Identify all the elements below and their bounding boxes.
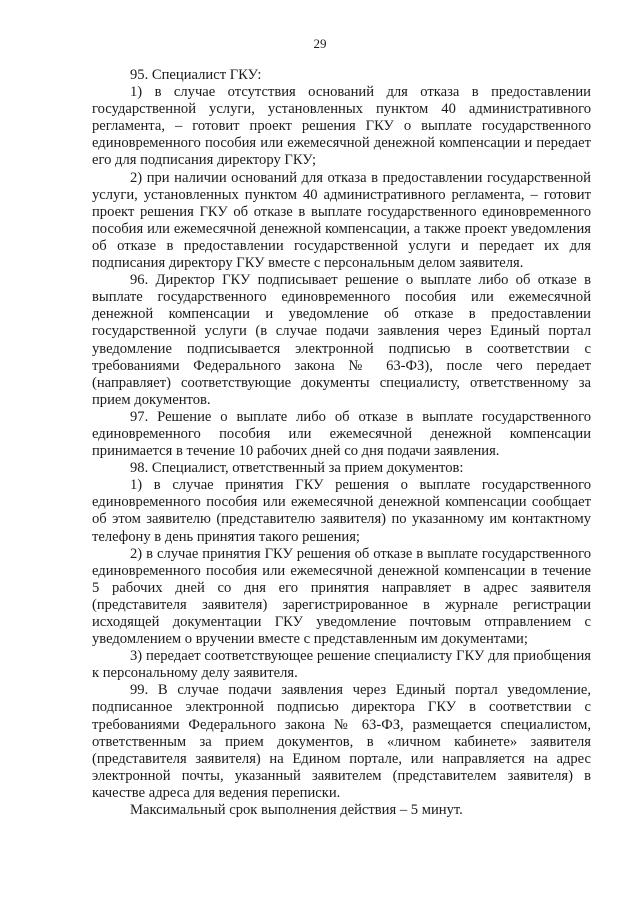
paragraph-98-item-1: 1) в случае принятия ГКУ решения о выплате государственного единовременного пособия или ежемесячной денежной компенсации сообщает об этом заявителю (представителю заявителя) по указанному им контактному телефону в день принятия такого решения;: [92, 477, 591, 545]
paragraph-99: 99. В случае подачи заявления через Единый портал уведомление, подписанное электронной подписью директора ГКУ в соответствии с требованиями Федерального закона № 63-ФЗ, размещается специалистом, ответственным за прием документов, в «личном кабинете» заявителя (представителя заявителя) на Едином портале, или направляется на адрес электронной почты, указанный заявителем (представителем заявителя) в качестве адреса для ведения переписки.: [92, 682, 591, 801]
paragraph-98-heading: 98. Специалист, ответственный за прием документов:: [130, 460, 464, 477]
paragraph-96: 96. Директор ГКУ подписывает решение о выплате либо об отказе в выплате государственного единовременного пособия или ежемесячной денежной компенсации и уведомление об отказе в предоставлении государственной услуги (в случае подачи заявления через Единый портал уведомление подписывается электронной подписью в соответствии с требованиями Федерального закона № 63-ФЗ), после чего передает (направляет) соответствующие документы специалисту, ответственному за прием документов.: [92, 272, 591, 408]
paragraph-95-item-1: 1) в случае отсутствия оснований для отказа в предоставлении государственной услуги, установленных пунктом 40 административного регламента, – готовит проект решения ГКУ о выплате государственного единовременного пособия или ежемесячной денежной компенсации и передает его для подписания директору ГКУ;: [92, 84, 591, 169]
paragraph-max-time: Максимальный срок выполнения действия – 5 минут.: [130, 802, 463, 819]
paragraph-98-item-3: 3) передает соответствующее решение специалисту ГКУ для приобщения к персональному делу заявителя.: [92, 648, 591, 682]
paragraph-95-item-2: 2) при наличии оснований для отказа в предоставлении государственной услуги, установленных пунктом 40 административного регламента, – готовит проект решения ГКУ об отказе в выплате государственного единовременного пособия или ежемесячной денежной компенсации, а также проект уведомления об отказе в предоставлении государственной услуги и передает их для подписания директору ГКУ вместе с персональным делом заявителя.: [92, 169, 591, 272]
document-body: [92, 67, 591, 819]
paragraph-97: 97. Решение о выплате либо об отказе в выплате государственного единовременного пособия или ежемесячной денежной компенсации принимается в течение 10 рабочих дней со дня подачи заявления.: [92, 408, 591, 460]
page-number: 29: [313, 36, 327, 51]
paragraph-95-heading: 95. Специалист ГКУ:: [130, 67, 262, 83]
paragraph-98-item-2: 2) в случае принятия ГКУ решения об отказе в выплате государственного единовременного пособия или ежемесячной денежной компенсации в течение 5 рабочих дней со дня его принятия направляет в адрес заявителя (представителя заявителя) зарегистрированное в журнале регистрации исходящей документации ГКУ уведомление почтовым отправлением с уведомлением о вручении вместе с представленным им документами;: [92, 545, 591, 648]
